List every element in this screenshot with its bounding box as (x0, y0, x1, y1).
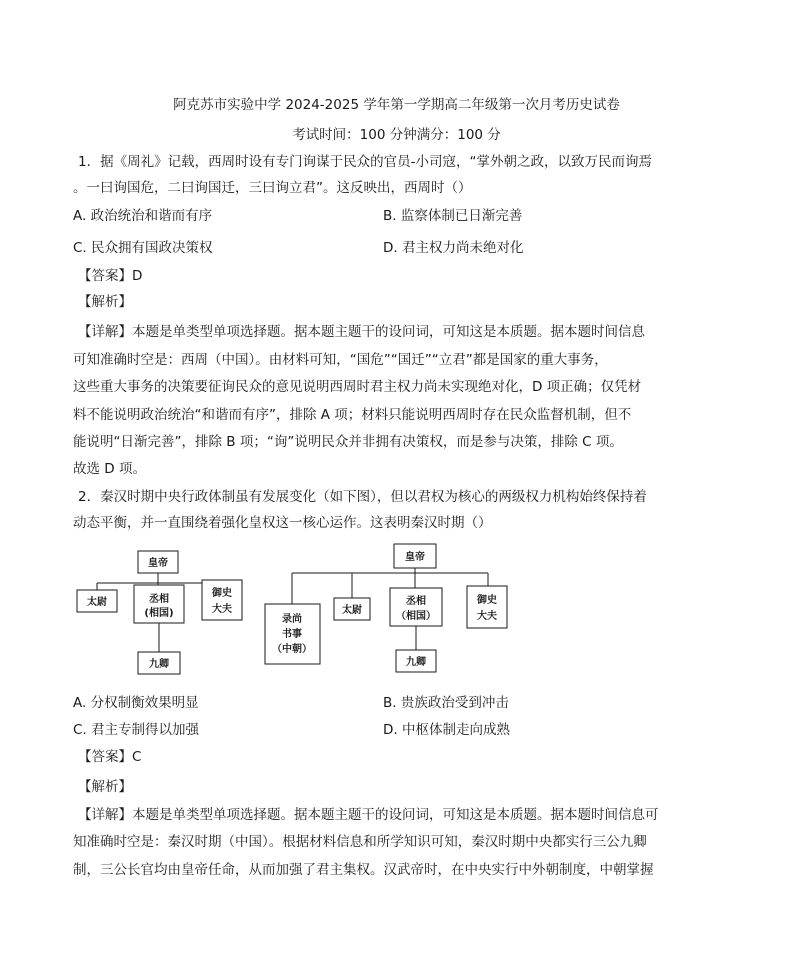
q2-answer: 【答案】C (78, 749, 142, 765)
right-jiuqing-label: 九卿 (406, 657, 426, 668)
q2-option-c: C. 君主专制得以加强 (73, 722, 200, 738)
q1-option-d: D. 君主权力尚未绝对化 (383, 240, 524, 256)
left-yushi-label: 御史 (212, 588, 232, 599)
right-chengxiang-sub: （相国） (396, 611, 436, 622)
q1-stem-line2: 。一曰询国危，二曰询国迁，三曰询立君”。这反映出，西周时（） (73, 180, 472, 196)
q2-stem-line2: 动态平衡，并一直围绕着强化皇权这一核心运作。这表明秦汉时期（） (73, 515, 492, 531)
right-org-chart (265, 544, 507, 672)
left-emperor-label: 皇帝 (148, 558, 168, 569)
q1-option-c: C. 民众拥有国政决策权 (73, 240, 213, 256)
right-emperor-label: 皇帝 (405, 552, 425, 563)
exam-title: 阿克苏市实验中学 2024-2025 学年第一学期高二年级第一次月考历史试卷 (173, 97, 620, 113)
q2-stem-line1: 2．秦汉时期中央行政体制虽有发展变化（如下图），但以君权为核心的两级权力机构始终保持着 (78, 489, 647, 505)
right-yushi-sub: 大夫 (477, 611, 497, 622)
q1-detail-line: 故选 D 项。 (73, 461, 146, 477)
q1-option-a: A. 政治统治和谐而有序 (73, 208, 213, 224)
right-lushang-label: 录尚 (282, 614, 302, 625)
left-chengxiang-sub: (相国) (144, 608, 174, 619)
q2-detail-line: 【详解】本题是单类型单项选择题。据本题主题干的设问词，可知这是本质题。据本题时间信息可 (78, 807, 659, 823)
left-yushi-sub: 大夫 (212, 604, 232, 615)
q2-option-b: B. 贵族政治受到冲击 (383, 695, 509, 711)
q1-detail-line: 料不能说明政治统治“和谐而有序”，排除 A 项；材料只能说明西周时存在民众监督机制，但不 (73, 407, 632, 423)
left-taiwei-label: 太尉 (87, 597, 107, 608)
q2-analysis-label: 【解析】 (78, 779, 132, 795)
q1-answer: 【答案】D (78, 268, 143, 284)
q2-detail-line: 知准确时空是：秦汉时期（中国）。根据材料信息和所学知识可知，秦汉时期中央都实行三公九卿 (73, 834, 647, 850)
exam-subtitle: 考试时间：100 分钟满分：100 分 (292, 127, 501, 143)
q1-detail-line: 能说明“日渐完善”，排除 B 项；“询”说明民众并非拥有决策权，而是参与决策，排除 C 项。 (73, 434, 623, 450)
q2-option-d: D. 中枢体制走向成熟 (383, 722, 510, 738)
q1-analysis-label: 【解析】 (78, 294, 132, 310)
left-org-chart (77, 551, 242, 674)
q2-detail-line: 制，三公长官均由皇帝任命，从而加强了君主集权。汉武帝时，在中央实行中外朝制度，中朝掌握 (73, 862, 654, 878)
right-lushang-label-2: 书事 (282, 629, 302, 640)
q1-detail-line: 可知准确时空是：西周（中国）。由材料可知，“国危”“国迁”“立君”都是国家的重大事务， (73, 352, 608, 368)
right-taiwei-label: 太尉 (342, 605, 362, 616)
right-yushi-label: 御史 (477, 595, 497, 606)
left-jiuqing-label: 九卿 (149, 659, 169, 670)
left-chengxiang-label: 丞相 (149, 594, 169, 605)
q2-option-a: A. 分权制衡效果明显 (73, 695, 199, 711)
right-lushang-sub: （中朝） (272, 644, 312, 655)
right-chengxiang-label: 丞相 (406, 596, 426, 607)
q1-detail-line: 【详解】本题是单类型单项选择题。据本题主题干的设问词，可知这是本质题。据本题时间信息 (78, 324, 645, 340)
org-chart-diagram (0, 540, 793, 690)
q1-detail-line: 这些重大事务的决策要征询民众的意见说明西周时君主权力尚未实现绝对化，D 项正确；仅凭材 (73, 379, 642, 395)
q1-option-b: B. 监察体制已日渐完善 (383, 208, 523, 224)
q1-stem-line1: 1．据《周礼》记载，西周时设有专门询谋于民众的官员-小司寇，“掌外朝之政，以致万民而询焉 (78, 154, 652, 170)
